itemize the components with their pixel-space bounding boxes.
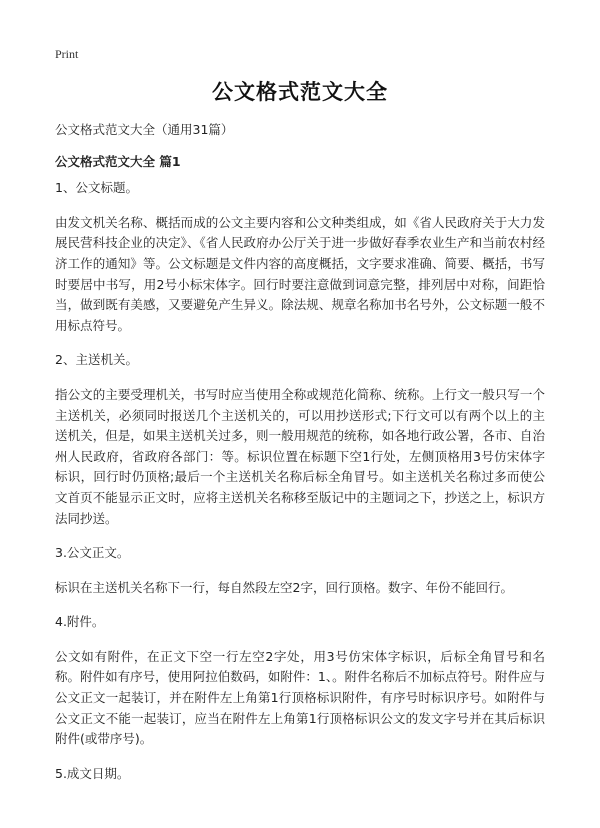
print-label: Print [55, 47, 79, 61]
section-heading: 公文格式范文大全 篇1 [55, 153, 181, 169]
item-body-4: 公文如有附件，在正文下空一行左空2字处，用3号仿宋体字标识，后标全角冒号和名称。附件如有序号，使用阿拉伯数码，如附件：1、。附件名称后不加标点符号。附件应与公文正文一起装订，并在附件左上角第1行顶格标识附件，有序号时标识序号。如附件与公文正文不能一起装订，应当在附件左上角第1行顶格标识公文的发文字号并在其后标识附件(或带序号)。 [55, 648, 545, 747]
item-body-3: 标识在主送机关名称下一行，每自然段左空2字，回行顶格。数字、年份不能回行。 [55, 579, 513, 595]
item-heading-4: 4.附件。 [55, 614, 105, 630]
item-heading-1: 1、公文标题。 [55, 180, 138, 196]
item-body-2: 指公文的主要受理机关，书写时应当使用全称或规范化简称、统称。上行文一般只写一个主送机关，必须同时报送几个主送机关的，可以用抄送形式;下行文可以有两个以上的主送机关，但是，如果主送机关过多，则一般用规范的统称，如各地行政公署，各市、自治州人民政府，省政府各部门：等。标识位置在标题下空1行处，左侧顶格用3号仿宋体字标识，回行时仍顶格;最后一个主送机关名称后标全角冒号。如主送机关名称过多而使公文首页不能显示正文时，应将主送机关名称移至版记中的主题词之下，抄送之上，标识方法同抄送。 [55, 386, 545, 526]
document-content [55, 120, 545, 798]
item-heading-2: 2、主送机关。 [55, 352, 138, 368]
document-title: 公文格式范文大全 [212, 80, 388, 104]
item-heading-5: 5.成文日期。 [55, 765, 130, 781]
document-subtitle: 公文格式范文大全（通用31篇） [55, 122, 234, 137]
item-heading-3: 3.公文正文。 [55, 545, 130, 561]
item-body-1: 由发文机关名称、概括而成的公文主要内容和公文种类组成，如《省人民政府关于大力发展民营科技企业的决定》、《省人民政府办公厅关于进一步做好春季农业生产和当前农村经济工作的通知》等。公文标题是文件内容的高度概括，文字要求准确、简要、概括，书写时要居中书写，用2号小标宋体字。回行时要注意做到词意完整，排列居中对称，间距恰当，做到既有美感，又要避免产生异义。除法规、规章名称加书名号外，公文标题一般不用标点符号。 [55, 214, 545, 333]
